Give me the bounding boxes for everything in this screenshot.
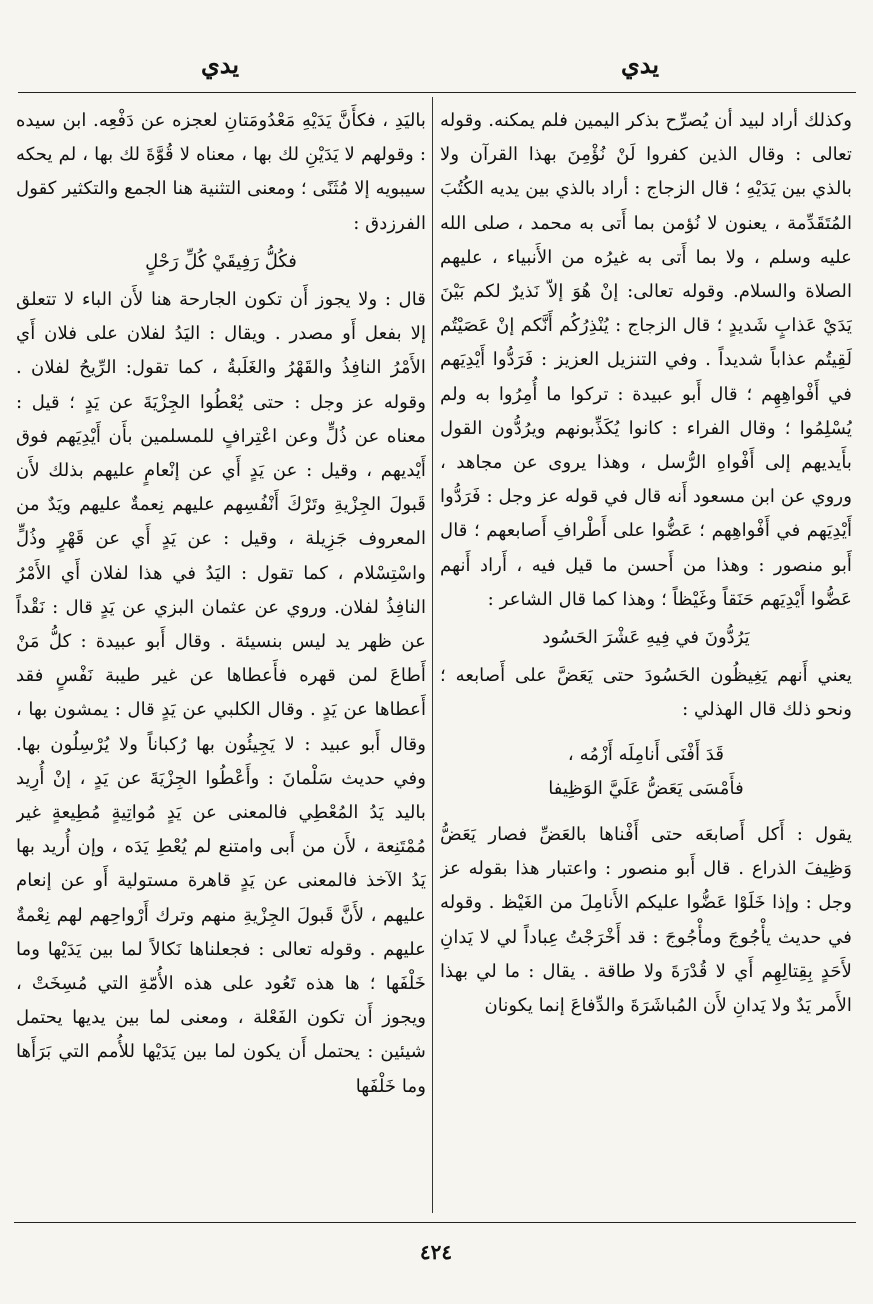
header-rule xyxy=(18,92,856,93)
paragraph: قال : ولا يجوز أَن تكون الجارحة هنا لأَن الباء لا تتعلق إلا بفعل أَو مصدر . ويقال : اليَدُ لفلان على فلان أَي الأَمْرُ النافِذُ والقَهْرُ والغَلَبةُ ، كما تقول: الرِّيحُ لفلان . وقوله عز وجل : حتى يُعْطُوا الجِزْيَةَ عن يَدٍ ؛ قيل : معناه عن ذُلٍّ وعن اعْتِرافٍ للمسلمين بأَن أَيْدِيَهم فوق أَيْديهم ، وقيل : عن يَدٍ أَي عن إنْعامٍ عليهم بذلك لأَن قَبولَ الجِزْيةِ وتَرْكَ أَنْفُسِهم عليهم نِعمةٌ عليهم ويَدٌ من المعروف جَزِيلة ، وقيل : عن يَدٍ أَي عن قَهْرٍ وذُلٍّ واسْتِسْلام ، كما تقول : اليَدُ في هذا لفلان أَي الأَمْرُ النافِذُ لفلان. وروي عن عثمان البزي عن يَدٍ قال : نَقْداً عن ظهر يد ليس بنسيئة . وقال أَبو عبيدة : كلُّ مَنْ أَطاعَ لمن قهره فأَعطاها عن غير طيبة نَفْسٍ فقد أَعطاها عن يَدٍ . وقال الكلبي عن يَدٍ قال : يمشون بها ، وقال أَبو عبيد : لا يَجِيئُون بها رُكباناً ولا يُرْسِلُون بها. وفي حديث سَلْمانَ : وأَعْطُوا الجِزْيَةَ عن يَدٍ ، إنْ أُرِيد باليد يَدُ المُعْطِي فالمعنى عن يَدٍ مُواتِيةٍ مُطِيعةٍ غير مُمْتَنِعة ، لأَن من أَبى وامتنع لم يُعْطِ يَدَه ، وإن أُريد بها يَدُ الآخذ فالمعنى عن يَدٍ قاهرة مستولية أَو عن إنعام عليهم ، لأَنَّ قَبولَ الجِزْيةِ منهم وترك أَرْواحِهم لهم نِعْمةٌ عليهم . وقوله تعالى : فجعلناها نَكالاً لما بين يَدَيْها وما خَلْفَها ؛ ها هذه تَعُود على هذه الأُمّةِ التي مُسِخَتْ ، ويجوز أَن تكون الفَعْلة ، ومعنى لما بين يديها يحتمل شيئين : يحتمل أَن يكون لما بين يَدَيْها للأُمم التي بَرَأَها وما خَلْفَها xyxy=(16,289,426,1097)
footer-rule xyxy=(14,1222,856,1223)
paragraph: يقول : أَكل أَصابعَه حتى أَفْناها بالعَضِّ فصار يَعَضُّ وَظِيفَ الذراع . قال أَبو منصور : واعتبار هذا بقوله عز وجل : وإذا خَلَوْا عَضُّوا عليكم الأَنامِلَ من الغَيْظ . وقوله في حديث يأْجُوجَ ومأْجُوجَ : قد أَخْرَجْتُ عِباداً لي لا يَدانِ لأَحَدٍ بِقِتالِهِم أَي لا قُدْرَةَ ولا طاقة . يقال : ما لي بهذا الأَمر يَدٌ ولا يَدانِ لأَن المُباشَرَةَ والدِّفاعَ إنما يكونان xyxy=(440,824,852,1017)
running-header-left: يدي xyxy=(200,50,240,79)
verse-line: يَرُدُّونَ في فِيهِ عَشْرَ الحَسُود xyxy=(542,627,750,649)
verse-line: فكُلُّ رَفِيقَيْ كُلِّ رَحْلٍ xyxy=(145,250,297,272)
paragraph: وكذلك أراد لبيد أن يُصرِّح بذكر اليمين فلم يمكنه. وقوله تعالى : وقال الذين كفروا لَنْ نُؤْمِنَ بهذا القرآن ولا بالذي بين يَدَيْهِ ؛ قال الزجاج : أراد بالذي بين يديه الكُتُبَ المُتَقَدِّمة ، يعنون لا نُؤمن بما أَتى به محمد ، صلى الله عليه وسلم ، ولا بما أَتى به غيرُه من الأَنبياء ، عليهم الصلاة والسلام. وقوله تعالى: إنْ هُوَ إلاّ نَذيرٌ لكم بَيْنَ يَدَيْ عَذابٍ شَديدٍ ؛ قال الزجاج : يُنْذِرُكُم أَنَّكم إنْ عَصَيْتُم لَقِيتُم عذاباً شديداً . وفي التنزيل العزيز : فَرَدُّوا أَيْدِيَهم في أَفْواهِهِم ؛ قال أَبو عبيدة : تركوا ما أُمِرُوا به ولم يُسْلِمُوا ؛ وقال الفراء : كانوا يُكَذِّبونهم ويرُدُّون القول بأَيديهم إلى أَفْواهِ الرُّسل ، وهذا يروى عن مجاهد ، وروي عن ابن مسعود أَنه قال في قوله عز وجل : فَرَدُّوا أَيْدِيَهم في أَفْواهِهم ؛ عَضُّوا على أَطْرافِ أَصابعهم ؛ قال أَبو منصور : وهذا من أَحسن ما قيل فيه ، أَراد أَنهم عَضُّوا أَيْدِيَهم حَنَقاً وغَيْظاً ؛ وهذا كما قال الشاعر : xyxy=(440,110,852,610)
verse-line: قَدَ أَفْنَى أَنامِلَه أَزْمُه ، xyxy=(567,743,725,765)
right-column xyxy=(440,104,852,1214)
verse-couplet xyxy=(440,738,852,806)
page-number: ٤٢٤ xyxy=(419,1240,453,1264)
left-column xyxy=(16,104,426,1214)
column-divider xyxy=(432,97,433,1213)
paragraph: باليَدِ ، فكأَنَّ يَدَيْهِ مَعْدُومَتانِ لعجزه عن دَفْعِه. ابن سيده : وقولهم لا يَدَيْنِ لك بها ، معناه لا قُوَّةَ لك بها ، لم يحكه سيبويه إلا مُثَنًى ؛ ومعنى التثنية هنا الجمع والتكثير كقول الفرزدق : xyxy=(16,110,426,234)
paragraph: يعني أَنهم يَغِيظُون الحَسُودَ حتى يَعَضَّ على أَصابعه ؛ ونحو ذلك قال الهذلي : xyxy=(440,665,852,721)
verse-line: فأَمْسَى يَعَضُّ عَلَيَّ الوَظِيفا xyxy=(548,777,744,799)
running-header-right: يدي xyxy=(620,50,660,79)
